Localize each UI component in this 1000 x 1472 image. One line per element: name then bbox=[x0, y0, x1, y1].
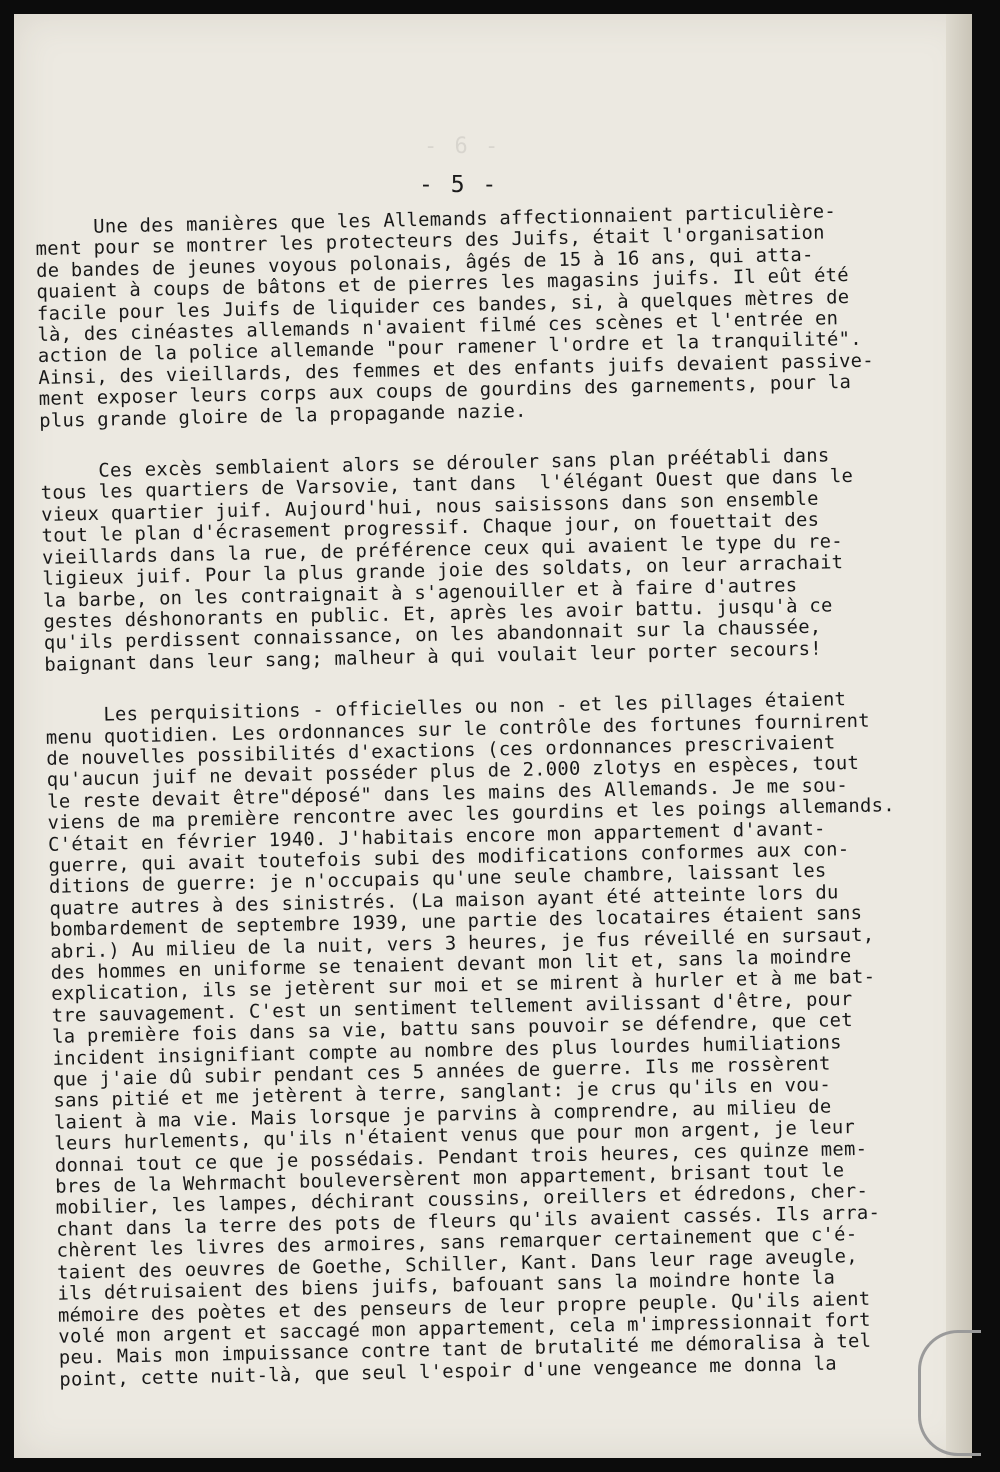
bleed-through-page-number: - 6 - bbox=[424, 134, 501, 159]
paragraph-1: Une des manières que les Allemands affectionnaient particulière- ment pour se montrer les protecteurs des Juifs, était l'organisation de bandes de jeunes voyous polonais, âgés de 15 à 16 ans, qui atta- quaient à coups de bâtons et de pierres les magasins juifs. Il eût été facile pour les Juifs de liquider ces bandes, si, à quelques mètres de là, des cinéastes allemands n'avaient filmé ces scènes et l'entrée en action de la police allemande "pour ramener l'ordre et la tranquilité". Ainsi, des vieillards, des femmes et des enfants juifs devaient passive- ment exposer leurs corps aux coups de gourdins des garnements, pour la plus grande gloire de la propagande nazie. bbox=[35, 201, 875, 432]
paragraph-2: Ces excès semblaient alors se dérouler sans plan préétabli dans tous les quartiers de Varsovie, tant dans l'élégant Ouest que dans le vieux quartier juif. Aujourd'hui, nous saisissons dans son ensemble tout le plan d'écrasement progressif. Chaque jour, on fouettait des vieillards dans la rue, de préférence ceux qui avaient le type du re- ligieux juif. Pour la plus grande joie des soldats, on leur arrachait la barbe, on les contraignait à s'agenouiller et à faire d'autres gestes déshonorants en public. Et, après les avoir battu. jusqu'à ce qu'ils perdissent connaissance, on les abandonnait sur la chaussée, baignant dans leur sang; malheur à qui voulait leur porter secours! bbox=[40, 445, 854, 676]
typewritten-page bbox=[14, 14, 972, 1458]
binder-clip bbox=[918, 1330, 981, 1456]
body-text bbox=[35, 199, 989, 1391]
paragraph-3: Les perquisitions - officielles ou non - et les pillages étaient menu quotidien. Les ordonnances sur le contrôle des fortunes fournirent de nouvelles possibilités d'exactions (ces ordonnances prescrivaient qu'aucun juif ne devait posséder plus de 2.000 zlotys en espèces, tout le reste devait être"déposé" dans les mains des Allemands. Je me sou- viens de ma première rencontre avec les gourdins et les poings allemands. C'était en février 1940. J'habitais encore mon appartement d'avant- guerre, qui avait toutefois subi des modifications conformes aux con- ditions de guerre: je n'occupais qu'une seule chambre, laissant les quatre autres à des sinistrés. (La maison ayant été atteinte lors du bombardement de septembre 1939, une partie des locataires étaient sans abri.) Au milieu de la nuit, vers 3 heures, je fus réveillé en sursaut, des hommes en uniforme se tenaient devant mon lit et, sans la moindre explication, ils se jetèrent sur moi et se mirent à hurler et à me bat- tre sauvagement. C'est un sentiment tellement avilissant d'être, pour la première fois dans sa vie, battu sans pouvoir se défendre, que cet incident insignifiant compte au nombre des plus lourdes humiliations que j'aie dû subir pendant ces 5 années de guerre. Ils me rossèrent sans pitié et me jetèrent à terre, sanglant: je crus qu'ils en vou- laient à ma vie. Mais lorsque je parvins à comprendre, au milieu de leurs hurlements, qu'ils n'étaient venus que pour mon argent, je leur donnai tout ce que je possédais. Pendant trois heures, ces quinze mem- bres de la Wehrmacht bouleversèrent mon appartement, brisant tout le mobilier, les lampes, déchirant coussins, oreillers et édredons, cher- chant dans la terre des pots de fleurs qu'ils avaient cassés. Ils arra- chèrent les livres des armoires, sans remarquer certainement que c'é- taient des oeuvres de Goethe, Schiller, Kant. Dans leur rage aveugle, ils détruisaient des biens juifs, bafouant sans la moindre honte la mémoire des poètes et des penseurs de leur propre peuple. Qu'ils aient volé mon argent et saccagé mon appartement, cela m'impressionnait fort peu. Mais mon impuissance contre tant de brutalité me démoralisa à tel point, cette nuit-là, que seul l'espoir d'une vengeance me donna la bbox=[45, 689, 896, 1391]
page-number: - 5 - bbox=[419, 172, 499, 198]
